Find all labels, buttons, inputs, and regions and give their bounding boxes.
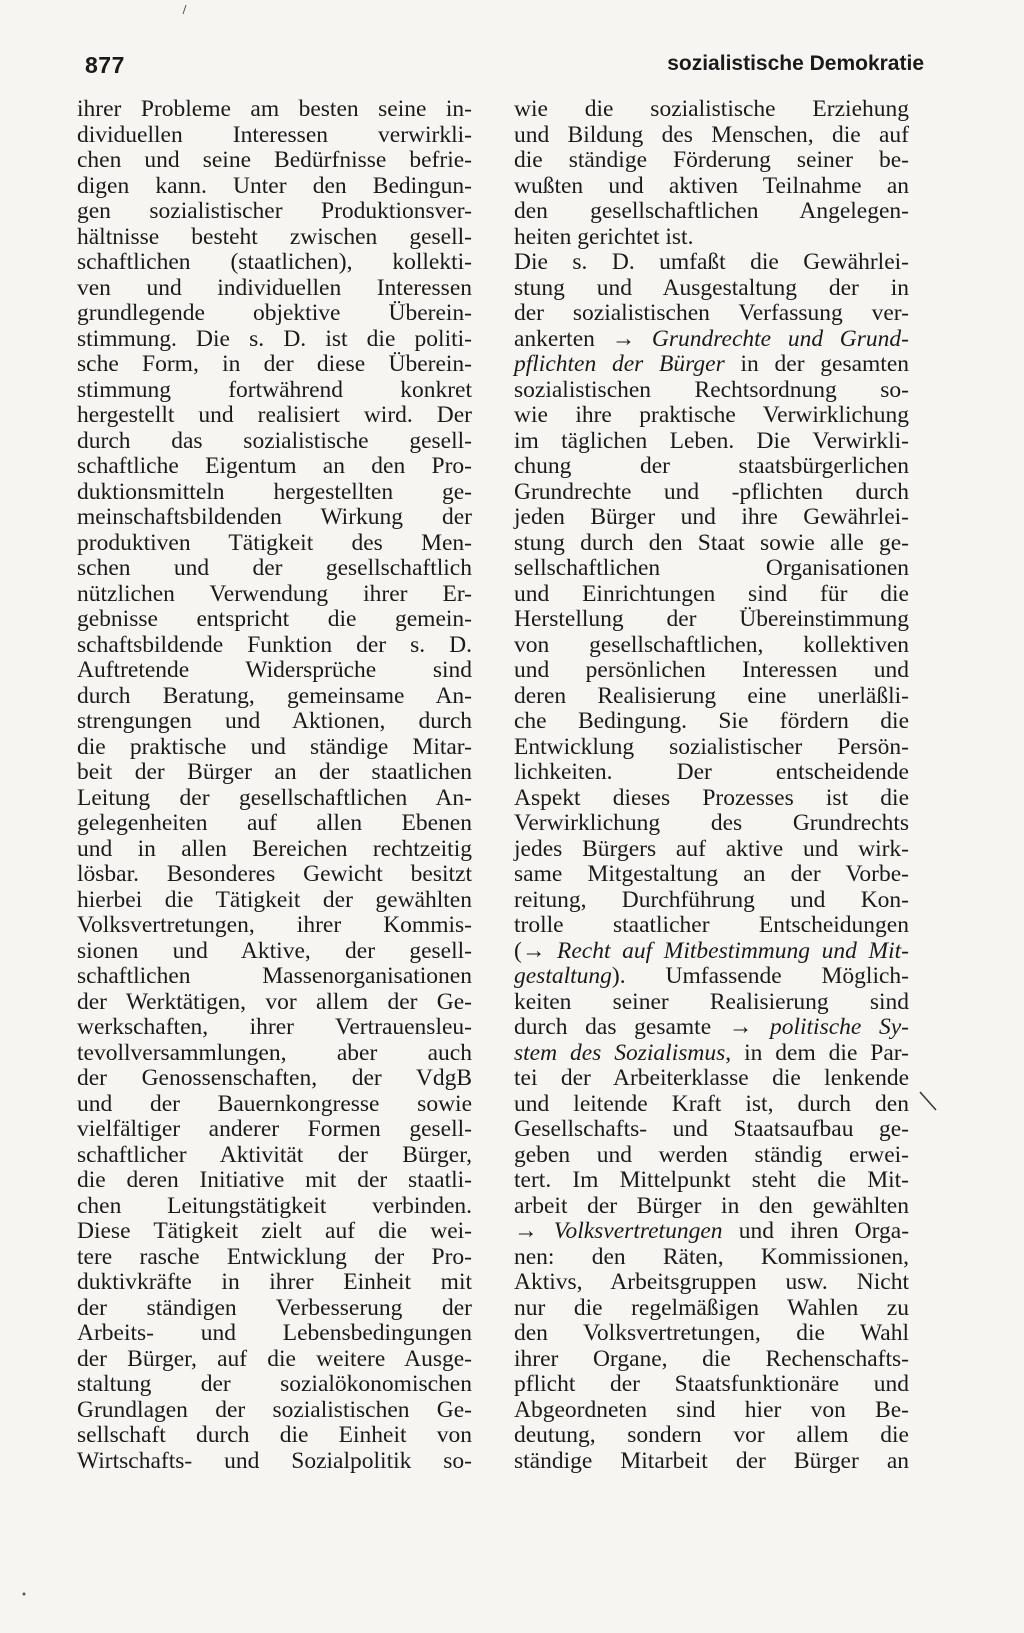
text-line: strengungen und Aktionen, durch: [77, 708, 472, 734]
text-fragment: ). Umfassende Möglich-: [611, 963, 909, 989]
text-line: hierbei die Tätigkeit der gewählten: [77, 886, 472, 913]
text-line: digen kann. Unter den Bedingun-: [77, 172, 472, 199]
text-line: der Genossenschaften, der VdgB: [77, 1065, 472, 1091]
text-line: lösbar. Besonderes Gewicht besitzt: [77, 861, 472, 887]
text-line: Entwicklung sozialistischer Persön-: [514, 733, 909, 760]
scan-mark-icon: [20, 1590, 30, 1600]
text-line: jedes Bürgers auf aktive und wirk-: [514, 835, 909, 862]
text-line: ständige Mitarbeit der Bürger an: [514, 1447, 909, 1474]
cross-reference-link[interactable]: Grundrechte und Grund-: [651, 325, 909, 352]
text-line: werkschaften, ihrer Vertrauensleu-: [77, 1014, 472, 1040]
text-line: sozialistischen Rechtsordnung so-: [514, 376, 909, 403]
running-head: sozialistische Demokratie: [667, 52, 924, 75]
text-line: sellschaft durch die Einheit von: [77, 1422, 472, 1448]
text-line: stung und Ausgestaltung der in: [514, 274, 909, 301]
text-line: gelegenheiten auf allen Ebenen: [77, 810, 472, 836]
text-line: gen sozialistischer Produktionsver-: [77, 198, 472, 224]
text-line: produktiven Tätigkeit des Men-: [77, 529, 472, 556]
text-line: chen Leitungstätigkeit verbinden.: [77, 1192, 472, 1219]
text-line: schaftlicher Aktivität der Bürger,: [77, 1141, 472, 1168]
text-line: same Mitgestaltung an der Vorbe-: [514, 861, 909, 887]
arrow-icon: →: [514, 1218, 538, 1244]
text-line: reitung, Durchführung und Kon-: [514, 886, 909, 913]
text-line: tei der Arbeiterklasse die lenkende: [514, 1065, 909, 1091]
text-line: wie die sozialistische Erziehung: [514, 96, 909, 122]
text-line: Abgeordneten sind hier von Be-: [514, 1396, 909, 1423]
text-line: Wirtschafts- und Sozialpolitik so-: [77, 1447, 472, 1474]
text-line: sionen und Aktive, der gesell-: [77, 937, 472, 964]
text-line: Herstellung der Übereinstimmung: [514, 606, 909, 632]
text-line: stimmung. Die s. D. ist die politi-: [77, 325, 472, 352]
text-line: tert. Im Mittelpunkt steht die Mit-: [514, 1167, 909, 1193]
text-line: pflicht der Staatsfunktionäre und: [514, 1371, 909, 1397]
text-line: der Werktätigen, vor allem der Ge-: [77, 988, 472, 1015]
text-line: die deren Initiative mit der staatli-: [77, 1167, 472, 1193]
text-line: durch das sozialistische gesell-: [77, 427, 472, 454]
text-fragment: in der gesamten: [740, 351, 910, 377]
text-line: stung durch den Staat sowie alle ge-: [514, 529, 909, 556]
text-line: den gesellschaftlichen Angelegen-: [514, 198, 909, 224]
scan-mark-icon: [180, 4, 188, 16]
text-fragment: und ihren Orga-: [738, 1218, 910, 1244]
text-line: keiten seiner Realisierung sind: [514, 988, 909, 1015]
text-line: Aspekt dieses Prozesses ist die: [514, 784, 909, 811]
text-line: ven und individuellen Interessen: [77, 274, 472, 301]
text-fragment: durch das gesamte: [514, 1014, 712, 1040]
cross-reference-link[interactable]: stem des Sozialismus: [514, 1039, 726, 1066]
text-line: jeden Bürger und ihre Gewährlei-: [514, 504, 909, 530]
text-line: Diese Tätigkeit zielt auf die wei-: [77, 1218, 472, 1244]
text-line: stimmung fortwährend konkret: [77, 376, 472, 403]
text-line-with-reference: [514, 964, 909, 990]
text-line: und leitende Kraft ist, durch den: [514, 1090, 909, 1117]
text-line: deren Realisierung eine unerläßli-: [514, 682, 909, 709]
text-line: und Einrichtungen sind für die: [514, 580, 909, 607]
text-line: im täglichen Leben. Die Verwirkli-: [514, 427, 909, 454]
text-line: nur die regelmäßigen Wahlen zu: [514, 1294, 909, 1321]
text-line: arbeit der Bürger in den gewählten: [514, 1192, 909, 1219]
text-line: durch Beratung, gemeinsame An-: [77, 682, 472, 709]
cross-reference-link[interactable]: politische Sy-: [769, 1014, 909, 1040]
text-line: schaftlichen Massenorganisationen: [77, 963, 472, 989]
text-line: schaftlichen (staatlichen), kollekti-: [77, 249, 472, 275]
text-line: gebnisse entspricht die gemein-: [77, 606, 472, 632]
text-line: wußten und aktiven Teilnahme an: [514, 172, 909, 199]
cross-reference-link[interactable]: gestaltung: [514, 963, 612, 989]
text-line: schaftliche Eigentum an den Pro-: [77, 453, 472, 479]
text-line-with-reference: [514, 1015, 909, 1041]
text-line: Grundlagen der sozialistischen Ge-: [77, 1396, 472, 1423]
text-line: und der Bauernkongresse sowie: [77, 1090, 472, 1117]
arrow-icon: →: [521, 937, 546, 964]
text-line: tevollversammlungen, aber auch: [77, 1039, 472, 1066]
text-line: Volksvertretungen, ihrer Kommis-: [77, 912, 472, 938]
text-line: vielfältiger anderer Formen gesell-: [77, 1116, 472, 1142]
text-line-with-reference: [514, 327, 909, 353]
text-line: sche Form, in der diese Überein-: [77, 351, 472, 377]
text-line: tere rasche Entwicklung der Pro-: [77, 1243, 472, 1270]
text-line: meinschaftsbildenden Wirkung der: [77, 504, 472, 530]
text-line: sellschaftlichen Organisationen: [514, 555, 909, 581]
text-line-with-reference: [514, 1219, 909, 1245]
text-line: heiten gerichtet ist.: [514, 223, 694, 250]
cross-reference-link[interactable]: Volksvertretungen: [553, 1218, 723, 1244]
text-line: Grundrechte und -pflichten durch: [514, 478, 909, 505]
text-line: wie ihre praktische Verwirklichung: [514, 402, 909, 428]
page-header: [85, 52, 924, 88]
text-line: die ständige Förderung seiner be-: [514, 147, 909, 173]
text-line: lichkeiten. Der entscheidende: [514, 759, 909, 785]
page-number: 877: [85, 52, 125, 78]
text-line: die praktische und ständige Mitar-: [77, 733, 472, 760]
text-line: der ständigen Verbesserung der: [77, 1294, 472, 1321]
text-line: hergestellt und realisiert wird. Der: [77, 402, 472, 428]
text-line: ihrer Probleme am besten seine in-: [77, 96, 472, 122]
text-line: von gesellschaftlichen, kollektiven: [514, 631, 909, 658]
text-line: ihrer Organe, die Rechenschafts-: [514, 1345, 909, 1372]
text-line-with-reference: [514, 939, 909, 965]
text-line-with-reference: [514, 352, 909, 378]
text-line: Arbeits- und Lebensbedingungen: [77, 1320, 472, 1346]
scan-mark-icon: [918, 1090, 940, 1114]
text-line: grundlegende objektive Überein-: [77, 300, 472, 326]
text-line: und in allen Bereichen rechtzeitig: [77, 835, 472, 862]
right-column: [514, 97, 909, 1474]
text-line: staltung der sozialökonomischen: [77, 1371, 472, 1397]
text-line: trolle staatlicher Entscheidungen: [514, 912, 909, 938]
cross-reference-link[interactable]: Recht auf Mitbestimmung und Mit-: [556, 937, 910, 964]
arrow-icon: →: [728, 1014, 753, 1040]
text-line: schen und der gesellschaftlich: [77, 555, 472, 581]
text-line: den Volksvertretungen, die Wahl: [514, 1320, 909, 1346]
text-line: dividuellen Interessen verwirkli-: [77, 121, 472, 148]
text-line: Auftretende Widersprüche sind: [77, 657, 472, 683]
text-line: deutung, sondern vor allem die: [514, 1422, 909, 1448]
text-line: und Bildung des Menschen, die auf: [514, 121, 909, 148]
text-line: Gesellschafts- und Staatsaufbau ge-: [514, 1116, 909, 1142]
text-line: Aktivs, Arbeitsgruppen usw. Nicht: [514, 1269, 909, 1295]
text-line: Leitung der gesellschaftlichen An-: [77, 784, 472, 811]
text-line-with-reference: [514, 1041, 909, 1067]
text-line: chen und seine Bedürfnisse befrie-: [77, 147, 472, 173]
text-line: beit der Bürger an der staatlichen: [77, 759, 472, 785]
text-line: duktionsmitteln hergestellten ge-: [77, 478, 472, 505]
text-line: che Bedingung. Sie fördern die: [514, 708, 909, 734]
text-line: chung der staatsbürgerlichen: [514, 453, 909, 479]
text-line: duktivkräfte in ihrer Einheit mit: [77, 1269, 472, 1295]
text-line: und persönlichen Interessen und: [514, 657, 909, 683]
text-fragment: ankerten: [514, 325, 595, 352]
text-line: der sozialistischen Verfassung ver-: [514, 300, 909, 326]
text-fragment: , in dem die Par-: [725, 1039, 909, 1066]
text-line: geben und werden ständig erwei-: [514, 1141, 909, 1168]
text-line: hältnisse besteht zwischen gesell-: [77, 223, 472, 250]
cross-reference-link[interactable]: pflichten der Bürger: [514, 351, 725, 377]
text-fragment: (: [514, 937, 522, 964]
text-line: nen: den Räten, Kommissionen,: [514, 1243, 909, 1270]
text-line: nützlichen Verwendung ihrer Er-: [77, 580, 472, 607]
text-line: der Bürger, auf die weitere Ausge-: [77, 1345, 472, 1372]
arrow-icon: →: [611, 325, 636, 352]
text-line: Verwirklichung des Grundrechts: [514, 810, 909, 836]
text-line: schaftsbildende Funktion der s. D.: [77, 631, 472, 658]
text-line: Die s. D. umfaßt die Gewährlei-: [514, 249, 909, 275]
left-column: [77, 97, 472, 1474]
